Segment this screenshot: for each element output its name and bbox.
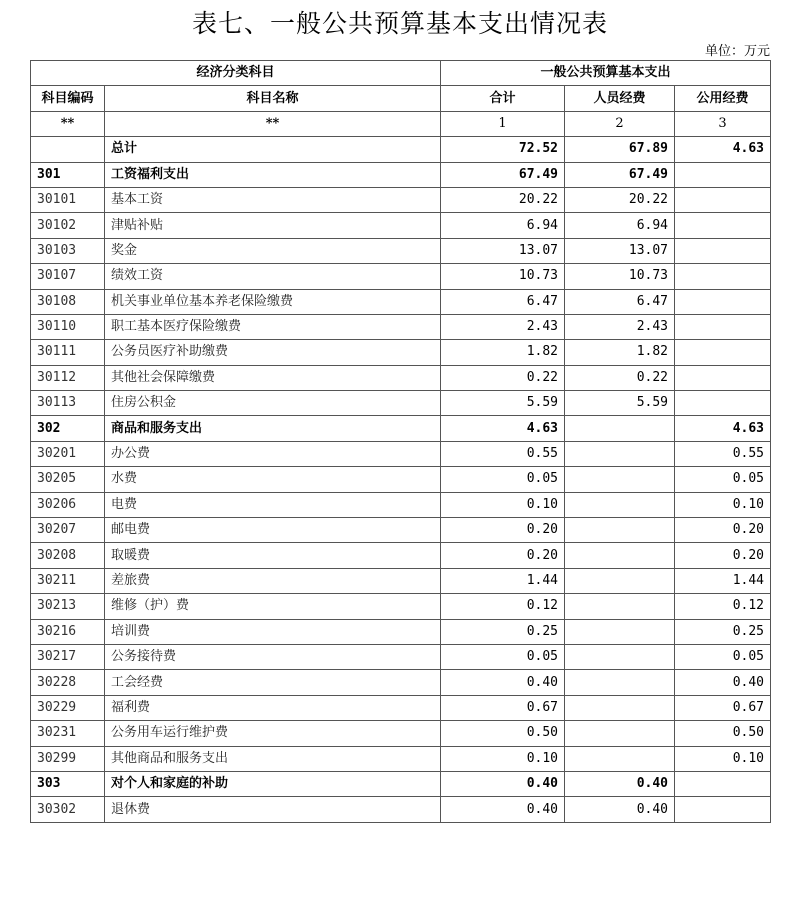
cell-total: 0.40	[441, 797, 565, 822]
table-row	[31, 746, 771, 771]
cell-name: 公务接待费	[105, 644, 441, 669]
header-total: 合计	[441, 86, 565, 111]
cell-code: 30228	[31, 670, 105, 695]
cell-code: 30112	[31, 365, 105, 390]
cell-public	[675, 314, 771, 339]
table-row	[31, 797, 771, 822]
index-name-marker: **	[105, 111, 441, 136]
cell-code: 30302	[31, 797, 105, 822]
cell-total: 0.40	[441, 771, 565, 796]
table-row	[31, 238, 771, 263]
cell-code: 30208	[31, 543, 105, 568]
cell-personnel	[565, 670, 675, 695]
cell-personnel: 1.82	[565, 340, 675, 365]
cell-name: 维修（护）费	[105, 594, 441, 619]
table-row	[31, 518, 771, 543]
cell-personnel: 67.89	[565, 137, 675, 162]
cell-name: 职工基本医疗保险缴费	[105, 314, 441, 339]
table-row	[31, 568, 771, 593]
cell-personnel: 67.49	[565, 162, 675, 187]
cell-public	[675, 264, 771, 289]
cell-total: 0.10	[441, 492, 565, 517]
table-row	[31, 492, 771, 517]
cell-personnel	[565, 518, 675, 543]
cell-personnel	[565, 441, 675, 466]
table-row	[31, 441, 771, 466]
cell-public	[675, 340, 771, 365]
cell-personnel: 5.59	[565, 391, 675, 416]
cell-code: 30113	[31, 391, 105, 416]
cell-total: 2.43	[441, 314, 565, 339]
cell-personnel: 2.43	[565, 314, 675, 339]
cell-code: 30201	[31, 441, 105, 466]
cell-name: 对个人和家庭的补助	[105, 771, 441, 796]
cell-public: 4.63	[675, 137, 771, 162]
cell-name: 电费	[105, 492, 441, 517]
cell-public: 0.67	[675, 695, 771, 720]
header-personnel: 人员经费	[565, 86, 675, 111]
cell-code: 30205	[31, 467, 105, 492]
cell-personnel	[565, 695, 675, 720]
cell-personnel	[565, 644, 675, 669]
cell-code: 301	[31, 162, 105, 187]
cell-total: 0.22	[441, 365, 565, 390]
cell-name: 绩效工资	[105, 264, 441, 289]
cell-personnel: 6.94	[565, 213, 675, 238]
cell-total: 0.40	[441, 670, 565, 695]
cell-name: 住房公积金	[105, 391, 441, 416]
cell-total: 0.10	[441, 746, 565, 771]
cell-name: 机关事业单位基本养老保险缴费	[105, 289, 441, 314]
cell-total: 0.20	[441, 518, 565, 543]
cell-public: 0.50	[675, 721, 771, 746]
cell-personnel	[565, 492, 675, 517]
cell-public	[675, 391, 771, 416]
index-personnel: 2	[565, 111, 675, 136]
cell-name: 办公费	[105, 441, 441, 466]
index-code-marker: **	[31, 111, 105, 136]
cell-total: 0.67	[441, 695, 565, 720]
table-row	[31, 314, 771, 339]
cell-total: 20.22	[441, 187, 565, 212]
cell-public: 0.20	[675, 543, 771, 568]
cell-code: 30216	[31, 619, 105, 644]
cell-public: 0.12	[675, 594, 771, 619]
table-row	[31, 264, 771, 289]
cell-name: 培训费	[105, 619, 441, 644]
cell-code: 30213	[31, 594, 105, 619]
cell-name: 奖金	[105, 238, 441, 263]
table-row	[31, 695, 771, 720]
header-name: 科目名称	[105, 86, 441, 111]
cell-code: 30102	[31, 213, 105, 238]
cell-name: 水费	[105, 467, 441, 492]
cell-name: 基本工资	[105, 187, 441, 212]
table-row	[31, 340, 771, 365]
table-row	[31, 467, 771, 492]
header-row-group	[31, 61, 771, 86]
unit-label: 单位：万元	[704, 44, 770, 59]
cell-code: 30101	[31, 187, 105, 212]
cell-public: 1.44	[675, 568, 771, 593]
cell-personnel	[565, 416, 675, 441]
cell-public	[675, 213, 771, 238]
cell-personnel	[565, 467, 675, 492]
cell-personnel: 20.22	[565, 187, 675, 212]
cell-personnel: 13.07	[565, 238, 675, 263]
cell-code: 30211	[31, 568, 105, 593]
cell-name: 退休费	[105, 797, 441, 822]
table-body	[31, 61, 771, 823]
cell-public	[675, 187, 771, 212]
table-row	[31, 365, 771, 390]
cell-total: 72.52	[441, 137, 565, 162]
table-row	[31, 670, 771, 695]
cell-public: 0.10	[675, 746, 771, 771]
cell-code: 30108	[31, 289, 105, 314]
cell-total: 67.49	[441, 162, 565, 187]
index-public: 3	[675, 111, 771, 136]
cell-code: 30103	[31, 238, 105, 263]
cell-public	[675, 289, 771, 314]
cell-total: 0.05	[441, 644, 565, 669]
cell-public	[675, 797, 771, 822]
cell-public: 0.05	[675, 467, 771, 492]
cell-total: 0.55	[441, 441, 565, 466]
table-row	[31, 619, 771, 644]
cell-public	[675, 365, 771, 390]
cell-code: 30217	[31, 644, 105, 669]
cell-public	[675, 162, 771, 187]
table-row	[31, 721, 771, 746]
cell-code: 30231	[31, 721, 105, 746]
cell-total: 0.12	[441, 594, 565, 619]
cell-code: 302	[31, 416, 105, 441]
table-row	[31, 162, 771, 187]
cell-code: 30299	[31, 746, 105, 771]
cell-total: 1.82	[441, 340, 565, 365]
cell-total: 5.59	[441, 391, 565, 416]
cell-code: 30229	[31, 695, 105, 720]
cell-name: 其他商品和服务支出	[105, 746, 441, 771]
cell-total: 0.20	[441, 543, 565, 568]
cell-code: 30110	[31, 314, 105, 339]
table-row	[31, 289, 771, 314]
cell-total: 6.94	[441, 213, 565, 238]
cell-public: 4.63	[675, 416, 771, 441]
cell-name: 工资福利支出	[105, 162, 441, 187]
cell-personnel	[565, 594, 675, 619]
cell-total: 1.44	[441, 568, 565, 593]
header-code: 科目编码	[31, 86, 105, 111]
header-public: 公用经费	[675, 86, 771, 111]
cell-total: 10.73	[441, 264, 565, 289]
cell-personnel: 6.47	[565, 289, 675, 314]
cell-name: 工会经费	[105, 670, 441, 695]
cell-personnel	[565, 721, 675, 746]
cell-name: 津贴补贴	[105, 213, 441, 238]
table-row	[31, 594, 771, 619]
cell-personnel	[565, 543, 675, 568]
cell-name: 福利费	[105, 695, 441, 720]
table-row	[31, 416, 771, 441]
cell-name: 公务用车运行维护费	[105, 721, 441, 746]
cell-total: 4.63	[441, 416, 565, 441]
cell-public: 0.10	[675, 492, 771, 517]
cell-public: 0.05	[675, 644, 771, 669]
table-row	[31, 187, 771, 212]
cell-personnel	[565, 746, 675, 771]
cell-code: 30206	[31, 492, 105, 517]
cell-code: 30207	[31, 518, 105, 543]
cell-personnel: 0.22	[565, 365, 675, 390]
cell-total: 6.47	[441, 289, 565, 314]
cell-total: 0.25	[441, 619, 565, 644]
cell-public	[675, 771, 771, 796]
cell-name: 公务员医疗补助缴费	[105, 340, 441, 365]
budget-table	[30, 60, 771, 823]
cell-personnel	[565, 568, 675, 593]
table-row	[31, 391, 771, 416]
cell-personnel: 0.40	[565, 797, 675, 822]
table-row	[31, 771, 771, 796]
cell-public	[675, 238, 771, 263]
header-row-index	[31, 111, 771, 136]
table-row	[31, 137, 771, 162]
cell-name: 总计	[105, 137, 441, 162]
cell-total: 0.05	[441, 467, 565, 492]
cell-code	[31, 137, 105, 162]
cell-name: 邮电费	[105, 518, 441, 543]
table-row	[31, 644, 771, 669]
cell-code: 30107	[31, 264, 105, 289]
cell-code: 30111	[31, 340, 105, 365]
index-total: 1	[441, 111, 565, 136]
cell-personnel: 10.73	[565, 264, 675, 289]
header-economic-category: 经济分类科目	[31, 61, 441, 86]
cell-name: 差旅费	[105, 568, 441, 593]
cell-personnel	[565, 619, 675, 644]
cell-name: 其他社会保障缴费	[105, 365, 441, 390]
table-row	[31, 543, 771, 568]
header-row-columns	[31, 86, 771, 111]
header-basic-expenditure: 一般公共预算基本支出	[441, 61, 771, 86]
cell-name: 取暖费	[105, 543, 441, 568]
table-row	[31, 213, 771, 238]
cell-personnel: 0.40	[565, 771, 675, 796]
cell-public: 0.40	[675, 670, 771, 695]
cell-total: 0.50	[441, 721, 565, 746]
cell-public: 0.25	[675, 619, 771, 644]
cell-public: 0.55	[675, 441, 771, 466]
page-title: 表七、一般公共预算基本支出情况表	[191, 9, 608, 38]
cell-name: 商品和服务支出	[105, 416, 441, 441]
cell-public: 0.20	[675, 518, 771, 543]
cell-total: 13.07	[441, 238, 565, 263]
cell-code: 303	[31, 771, 105, 796]
